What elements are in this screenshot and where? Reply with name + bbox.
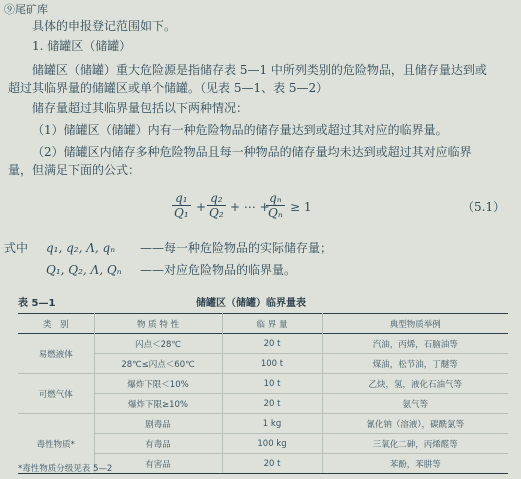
ellipsis-term: + ⋯ +: [230, 200, 270, 214]
category-cell: 可燃气体: [18, 374, 94, 414]
table-cell: 爆炸下限＜10%: [94, 374, 222, 394]
table-cell: 爆炸下限≥10%: [94, 394, 222, 414]
critical-quantity-table: [18, 313, 508, 474]
table-footnote: *毒性物质分级见表 5—2: [18, 464, 113, 474]
category-cell: 毒性物质*: [18, 414, 94, 474]
table-cell: 1 kg: [222, 414, 322, 434]
table-number: 表 5—1: [18, 298, 56, 309]
table-row: [18, 414, 508, 434]
symbol-Q: Q₁, Q₂, Λ, Qₙ: [46, 263, 122, 277]
col-header: 类 别: [42, 319, 69, 330]
table-row: [18, 334, 508, 354]
equation-number: （5.1）: [462, 200, 506, 214]
case-2-text-cont: 量，但满足下面的公式：: [8, 163, 141, 177]
symbol-q-desc: ——每一种危险物品的实际储存量；: [140, 241, 333, 255]
table-cell: 氨气等: [322, 394, 508, 414]
table-cell: 100 kg: [222, 434, 322, 454]
relation: ≥ 1: [290, 200, 312, 214]
table-cell: 有害品: [94, 454, 222, 474]
table-cell: 闪点＜28℃: [94, 334, 222, 354]
table-cell: 剧毒品: [94, 414, 222, 434]
table-cell: 氰化钠（溶液），碳酰氯等: [322, 414, 508, 434]
table-cell: 28℃≤闪点＜60℃: [94, 354, 222, 374]
table-cell: 10 t: [222, 374, 322, 394]
table-cell: 有毒品: [94, 434, 222, 454]
section-heading: 1. 储罐区（储罐）: [32, 39, 132, 53]
table-cell: 20 t: [222, 454, 322, 474]
table-cell: 汽油，丙烯，石脑油等: [322, 334, 508, 354]
table-cell: 20 t: [222, 394, 322, 414]
fraction-2: $\frac{\text{q₂}}{\text{Q₂}}$: [209, 191, 224, 220]
table-cell: 苯酚，苯肼等: [322, 454, 508, 474]
table-row: [18, 374, 508, 394]
table-cell: 煤油，松节油，丁醚等: [322, 354, 508, 374]
case-2-text: （2）储罐区内储存多种危险物品且每一种物品的储存量均未达到或超过其对应临界: [32, 145, 472, 159]
table-header-row: [18, 314, 508, 334]
paragraph-line: 储存量超过其临界量包括以下两种情况：: [32, 101, 249, 115]
col-header: 临 界 量: [222, 314, 322, 334]
paragraph-line: 储罐区（储罐）重大危险源是指储存表 5—1 中所列类别的危险物品，且储存量达到或: [32, 63, 487, 77]
symbol-q: q₁, q₂, Λ, qₙ: [46, 241, 116, 255]
col-header: 典型物质举例: [322, 314, 508, 334]
intro-text: 具体的申报登记范围如下。: [32, 19, 177, 33]
paragraph-line: 超过其临界量的储罐区或单个储罐。（见表 5—1、表 5—2）: [8, 81, 329, 95]
case-1-text: （1）储罐区（储罐）内有一种危险物品的储存量达到或超过其对应的临界量。: [32, 123, 448, 137]
table-cell: 乙炔，氢，液化石油气等: [322, 374, 508, 394]
fraction-n: $\frac{\text{qₙ}}{\text{Qₙ}}$: [268, 191, 283, 220]
table-title: 储罐区（储罐）临界量表: [196, 298, 306, 309]
table-cell: 20 t: [222, 334, 322, 354]
col-header: 物 质 特 性: [94, 314, 222, 334]
where-label: 式中: [4, 241, 29, 255]
symbol-Q-desc: ——对应危险物品的临界量。: [140, 263, 297, 277]
section-label: ⑨尾矿库: [4, 3, 48, 16]
plus-sign: +: [196, 200, 207, 214]
category-cell: 易燃液体: [18, 334, 94, 374]
table-cell: 100 t: [222, 354, 322, 374]
fraction-1: $\frac{\text{q₁}}{\text{Q₁}}$: [174, 191, 189, 220]
table-cell: 三氧化二砷，丙烯醛等: [322, 434, 508, 454]
